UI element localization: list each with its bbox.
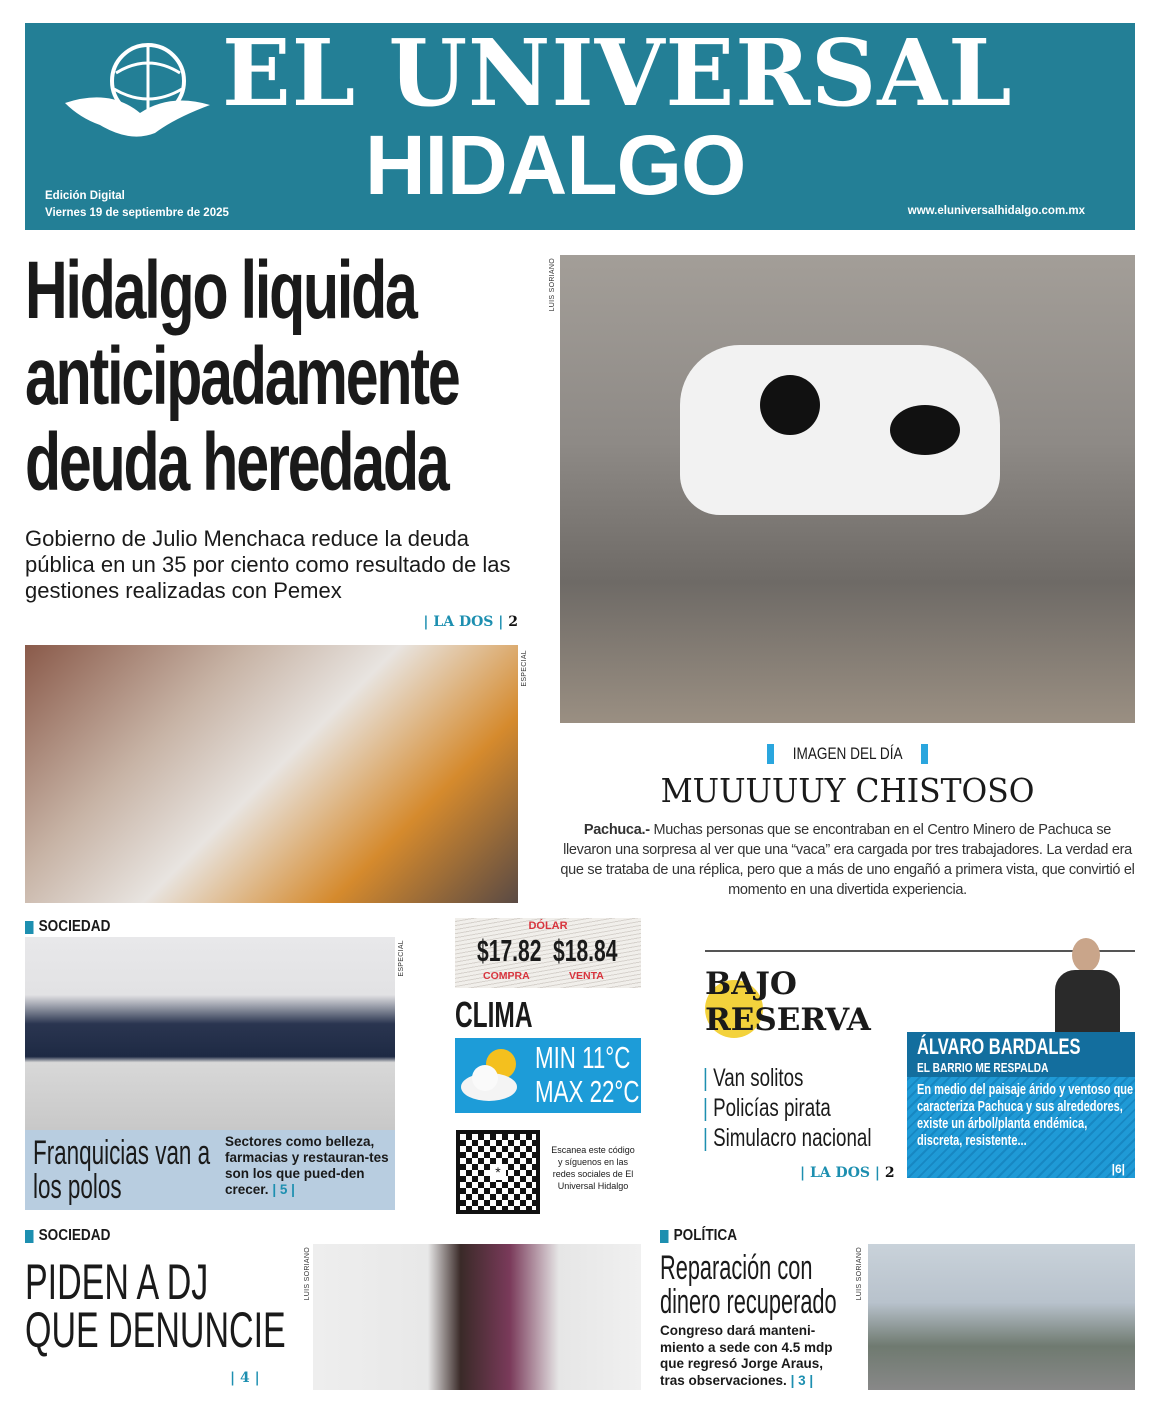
section-label-politica[interactable]: [660, 1227, 737, 1245]
main-page-ref[interactable]: [423, 614, 518, 631]
governor-photo: [25, 645, 518, 903]
edition-label: Edición Digital: [45, 190, 125, 202]
photo-credit: ESPECIAL: [521, 650, 528, 687]
buy-label: COMPRA: [483, 970, 530, 982]
ref-section: | LA DOS |: [800, 1165, 880, 1181]
sociedad2-headline[interactable]: [25, 1254, 286, 1358]
bajo-reserva-items: [703, 1063, 928, 1153]
column-name: EL BARRIO ME RESPALDA: [917, 1060, 1049, 1075]
section-marker: [25, 1230, 34, 1243]
title-line: BAJO: [705, 966, 797, 1002]
label-text: IMAGEN DEL DÍA: [792, 744, 903, 763]
temp-min: MIN 11°C: [535, 1040, 631, 1075]
headline-line: anticipadamente: [25, 331, 459, 422]
title-line: RESERVA: [705, 1002, 871, 1038]
image-of-day-title: MUUUUUY CHISTOSO: [660, 771, 1035, 810]
edition-info: [45, 188, 229, 222]
dollar-box: [455, 918, 641, 988]
main-headline[interactable]: [25, 245, 459, 508]
headline-line: deuda heredada: [25, 417, 448, 508]
label-bar: [767, 744, 774, 764]
columnist-name: ÁLVARO BARDALES: [917, 1034, 1081, 1059]
photo-credit: ESPECIAL: [398, 940, 405, 977]
body: Muchas personas que se encontraban en el Centro Minero de Pachuca se llevaron una sorpresa al ver que una “vaca” era cargada por tres trabajadores. La verdad era que se trataba de una réplica, pero que a más de uno engañó a primera vista, que convirtió el momento en una divertida experiencia.: [560, 822, 1135, 898]
bajo-reserva-ref[interactable]: [800, 1165, 895, 1182]
item-text: Van solitos: [713, 1064, 804, 1092]
ref-section: | LA DOS |: [423, 614, 504, 630]
politica-headline[interactable]: Reparación con dinero recuperado: [660, 1249, 837, 1321]
headline-line: PIDEN A DJ: [25, 1254, 209, 1310]
columnist-box[interactable]: [907, 1032, 1135, 1178]
dollar-sell: $18.84: [553, 933, 618, 968]
partly-cloudy-icon: [457, 1042, 527, 1104]
dateline: Pachuca.-: [583, 822, 650, 838]
sociedad-headline: Franquicias van a los polos: [33, 1134, 211, 1206]
columnist-photo: [1050, 936, 1125, 1032]
label-text: SOCIEDAD: [38, 918, 111, 935]
qr-code[interactable]: [456, 1130, 540, 1214]
section-label-sociedad[interactable]: [25, 918, 110, 936]
headline-line: QUE DENUNCIE: [25, 1302, 286, 1358]
bajo-reserva-title[interactable]: [705, 966, 871, 1038]
clima-title: CLIMA: [455, 994, 533, 1035]
congress-building-photo: [868, 1244, 1135, 1390]
weather-box: [455, 1038, 641, 1113]
masthead-subtitle: HIDALGO: [365, 118, 746, 212]
masthead: [25, 19, 1135, 230]
globe-eagle-logo-icon: [60, 33, 215, 143]
section-marker: [660, 1230, 669, 1243]
item-text: Policías pirata: [713, 1094, 831, 1122]
page-ref[interactable]: | 4 |: [230, 1370, 260, 1386]
page-ref: | 3 |: [790, 1372, 814, 1388]
cow-spot: [890, 405, 960, 455]
politica-body: Congreso dará manteni-miento a sede con 4.5 mdp que regresó Jorge Araus, tras observaciones.: [660, 1323, 833, 1388]
press-conference-photo: [25, 937, 395, 1130]
ref-page: 2: [508, 614, 518, 630]
page-ref: |6|: [1111, 1162, 1125, 1176]
item-text: Simulacro nacional: [713, 1124, 872, 1152]
ref-page: 2: [884, 1165, 895, 1181]
qr-text: Escanea este código y síguenos en las redes sociales de El Universal Hidalgo: [551, 1145, 635, 1191]
label-text: POLÍTICA: [673, 1227, 738, 1244]
masthead-title: EL UNIVERSAL: [222, 19, 1013, 127]
website-url[interactable]: www.eluniversalhidalgo.com.mx: [907, 205, 1085, 217]
dollar-buy: $17.82: [477, 933, 542, 968]
qr-logo-icon: *: [490, 1164, 506, 1180]
main-subhead: Gobierno de Julio Menchaca reduce la deuda pública en un 35 por ciento como resultado de las gestiones realizadas con Pemex: [25, 526, 511, 603]
photo-credit: LUIS SORIANO: [549, 258, 556, 312]
image-of-day-text: [560, 820, 1135, 900]
sociedad-body: Sectores como belleza, farmacias y restauran-tes son los que pued-den crecer.: [225, 1134, 389, 1197]
sociedad-caption-box[interactable]: [25, 1130, 395, 1210]
column-excerpt: En medio del paisaje árido y ventoso que caracteriza Pachuca y sus alrededores, existe un árbol/planta endémica, discreta, resistente...: [917, 1082, 1134, 1149]
cow-spot: [760, 375, 820, 435]
label-text: SOCIEDAD: [38, 1227, 111, 1244]
list-item[interactable]: | Simulacro nacional: [703, 1124, 872, 1152]
sell-label: VENTA: [569, 970, 604, 982]
headline-line: Hidalgo liquida: [25, 245, 416, 336]
photo-credit: LUIS SORIANO: [856, 1247, 863, 1301]
section-marker: [25, 921, 34, 934]
section-label-sociedad[interactable]: [25, 1227, 110, 1245]
woman-photo: [313, 1244, 641, 1390]
list-item[interactable]: | Policías pirata: [703, 1094, 831, 1122]
page-ref: | 5 |: [272, 1182, 295, 1197]
edition-date: Viernes 19 de septiembre de 2025: [45, 207, 229, 219]
list-item[interactable]: | Van solitos: [703, 1064, 804, 1092]
dollar-label: DÓLAR: [528, 920, 568, 932]
cow-photo: [560, 255, 1135, 723]
image-of-day-label: [560, 743, 1135, 765]
photo-credit: LUIS SORIANO: [304, 1247, 311, 1301]
label-bar: [921, 744, 928, 764]
temps: [535, 1041, 639, 1109]
temp-max: MAX 22°C: [535, 1074, 640, 1109]
